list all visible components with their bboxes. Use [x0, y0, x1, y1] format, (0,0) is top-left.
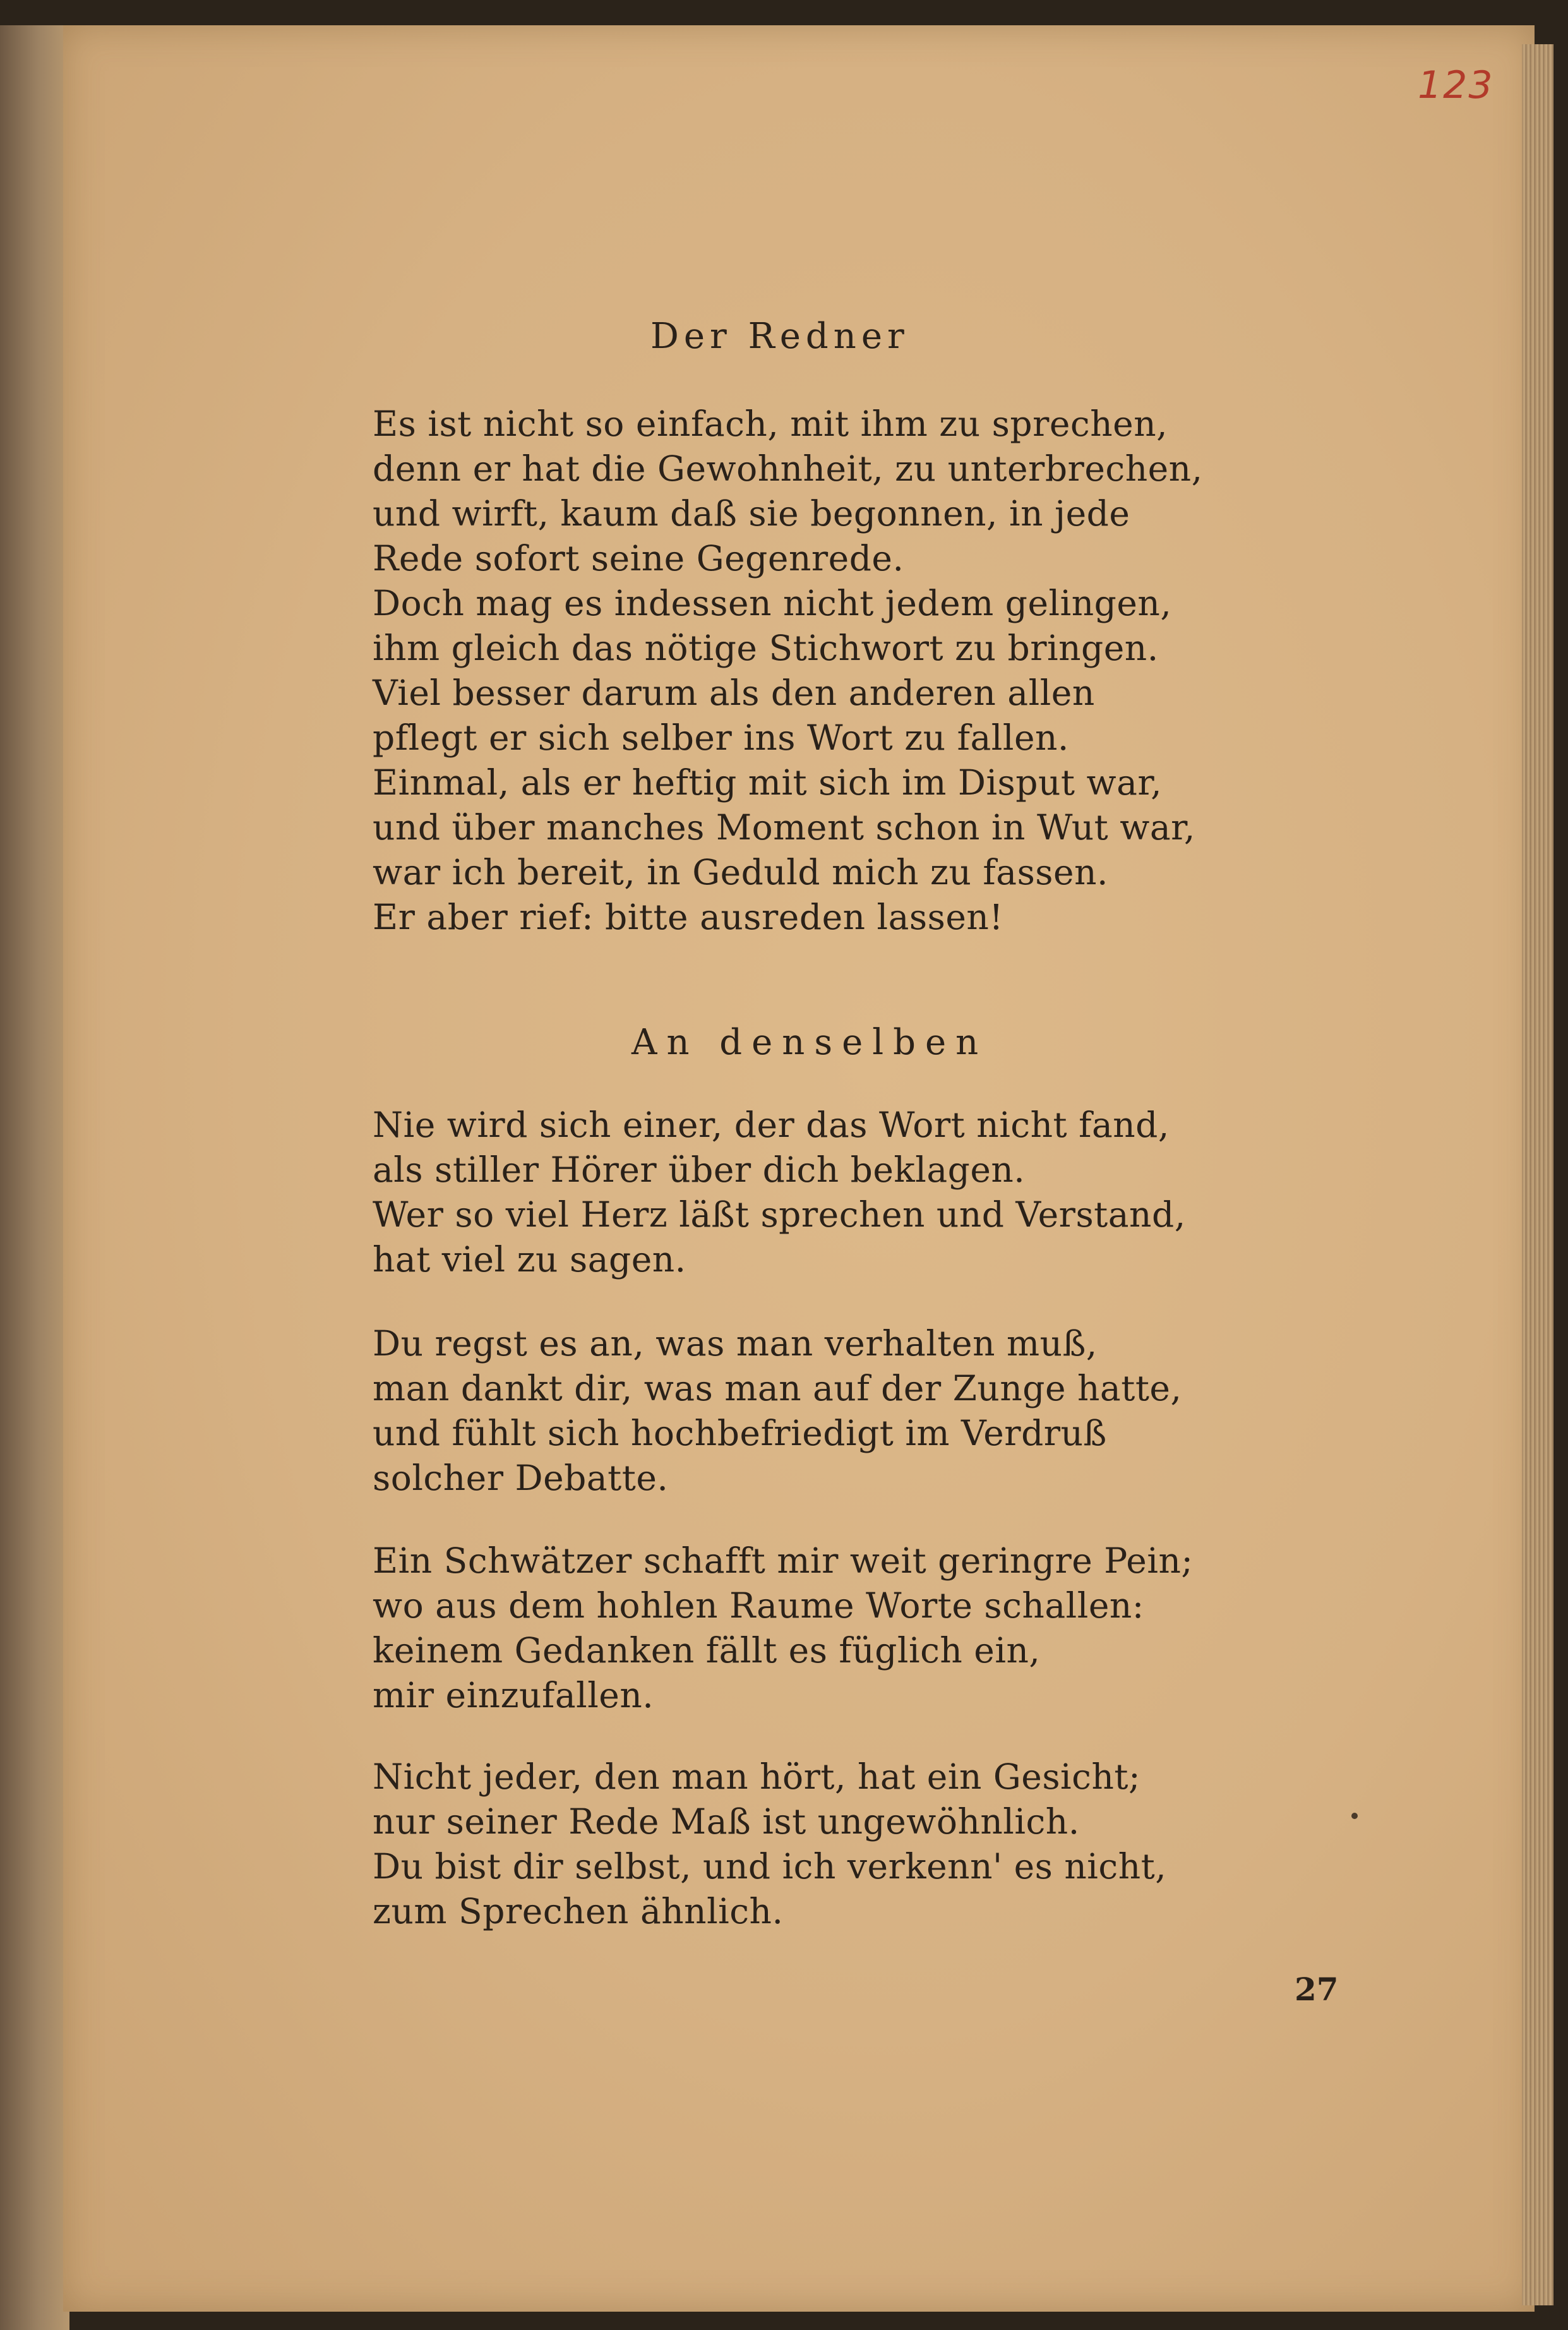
poem-line: und wirft, kaum daß sie begonnen, in jede [373, 493, 1130, 534]
poem-stanza [373, 1539, 1257, 1718]
poem-line: pflegt er sich selber ins Wort zu fallen. [373, 718, 1069, 758]
book-spine [0, 25, 69, 2330]
handwritten-archive-number: 123 [1418, 63, 1494, 107]
poem-title-an-denselben: An denselben [631, 1022, 988, 1063]
poem-line: Nie wird sich einer, der das Wort nicht fand, [373, 1105, 1170, 1145]
poem-line: Einmal, als er heftig mit sich im Disput war, [373, 762, 1163, 803]
poem-line: ihm gleich das nötige Stichwort zu bringen. [373, 628, 1159, 668]
poem-line: und über manches Moment schon in Wut war, [373, 807, 1195, 848]
poem-stanza [373, 402, 1257, 940]
poem-stanza [373, 1321, 1257, 1501]
poem-line: keinem Gedanken fällt es füglich ein, [373, 1630, 1041, 1671]
poem-stanza [373, 1755, 1257, 1934]
poem-line: solcher Debatte. [373, 1458, 669, 1498]
page-edges [1522, 44, 1553, 2305]
poem-line: denn er hat die Gewohnheit, zu unterbrechen, [373, 448, 1203, 489]
poem-line: Wer so viel Herz läßt sprechen und Verstand, [373, 1194, 1186, 1235]
paper-speck [1351, 1813, 1358, 1819]
poem-line: nur seiner Rede Maß ist ungewöhnlich. [373, 1801, 1080, 1842]
poem-line: Er aber rief: bitte ausreden lassen! [373, 897, 1003, 937]
poem-line: Viel besser darum als den anderen allen [373, 673, 1095, 713]
poem-line: Rede sofort seine Gegenrede. [373, 538, 904, 579]
poem-line: Du bist dir selbst, und ich verkenn' es nicht, [373, 1846, 1167, 1887]
poem-line: Nicht jeder, den man hört, hat ein Gesicht; [373, 1757, 1141, 1797]
poem-line: zum Sprechen ähnlich. [373, 1891, 784, 1931]
poem-title-der-redner: Der Redner [650, 316, 909, 357]
poem-line: Ein Schwätzer schafft mir weit geringre Pein; [373, 1540, 1194, 1581]
poem-line: man dankt dir, was man auf der Zunge hatte, [373, 1368, 1182, 1408]
poem-line: mir einzufallen. [373, 1675, 654, 1715]
poem-line: hat viel zu sagen. [373, 1239, 686, 1280]
poem-line: Doch mag es indessen nicht jedem gelingen, [373, 583, 1172, 623]
poem-line: Es ist nicht so einfach, mit ihm zu sprechen, [373, 404, 1168, 444]
poem-line: Du regst es an, was man verhalten muß, [373, 1323, 1098, 1364]
poem-line: und fühlt sich hochbefriedigt im Verdruß [373, 1413, 1107, 1453]
poem-line: wo aus dem hohlen Raume Worte schallen: [373, 1585, 1144, 1626]
poem-line: war ich bereit, in Geduld mich zu fassen. [373, 852, 1108, 892]
poem-stanza [373, 1103, 1257, 1282]
poem-line: als stiller Hörer über dich beklagen. [373, 1150, 1026, 1190]
page-number: 27 [1295, 1971, 1339, 2008]
